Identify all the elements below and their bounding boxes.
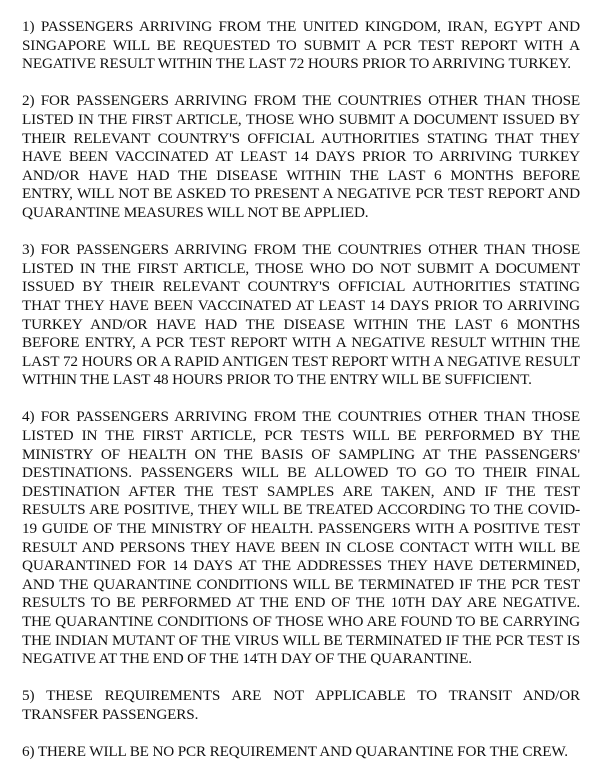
paragraph-5-transit-exemption: 5) THESE REQUIREMENTS ARE NOT APPLICABLE TO TRANSIT AND/OR TRANSFER PASSENGERS. bbox=[22, 687, 580, 723]
paragraph-6-crew-exemption: 6) THERE WILL BE NO PCR REQUIREMENT AND QUARANTINE FOR THE CREW. bbox=[22, 743, 568, 761]
paragraph-3-unvaccinated-passengers: 3) FOR PASSENGERS ARRIVING FROM THE COUNTRIES OTHER THAN THOSE LISTED IN THE FIRST ARTICLE, THOSE WHO DO NOT SUBMIT A DOCUMENT ISSUED BY THEIR RELEVANT COUNTRY'S OFFICIAL AUTHORITIES STATING THAT THEY HAVE BEEN VACCINATED AT LEAST 14 DAYS PRIOR TO ARRIVING TURKEY AND/OR HAVE HAD THE DISEASE WITHIN THE LAST 6 MONTHS BEFORE ENTRY, A PCR TEST REPORT WITH A NEGATIVE RESULT WITHIN THE LAST 72 HOURS OR A RAPID ANTIGEN TEST REPORT WITH A NEGATIVE RESULT WITHIN THE LAST 48 HOURS PRIOR TO THE ENTRY WILL BE SUFFICIENT. bbox=[22, 241, 580, 389]
document-body bbox=[22, 18, 580, 762]
paragraph-2-vaccinated-passengers: 2) FOR PASSENGERS ARRIVING FROM THE COUNTRIES OTHER THAN THOSE LISTED IN THE FIRST ARTICLE, THOSE WHO SUBMIT A DOCUMENT ISSUED BY THEIR RELEVANT COUNTRY'S OFFICIAL AUTHORITIES STATING THAT THEY HAVE BEEN VACCINATED AT LEAST 14 DAYS PRIOR TO ARRIVING TURKEY AND/OR HAVE HAD THE DISEASE WITHIN THE LAST 6 MONTHS BEFORE ENTRY, WILL NOT BE ASKED TO PRESENT A NEGATIVE PCR TEST REPORT AND QUARANTINE MEASURES WILL NOT BE APPLIED. bbox=[22, 92, 580, 221]
paragraph-1-passengers-uk-iran-egypt-singapore: 1) PASSENGERS ARRIVING FROM THE UNITED KINGDOM, IRAN, EGYPT AND SINGAPORE WILL BE REQUESTED TO SUBMIT A PCR TEST REPORT WITH A NEGATIVE RESULT WITHIN THE LAST 72 HOURS PRIOR TO ARRIVING TURKEY. bbox=[22, 18, 580, 73]
paragraph-4-pcr-sampling-quarantine: 4) FOR PASSENGERS ARRIVING FROM THE COUNTRIES OTHER THAN THOSE LISTED IN THE FIRST ARTICLE, PCR TESTS WILL BE PERFORMED BY THE MINISTRY OF HEALTH ON THE BASIS OF SAMPLING AT THE PASSENGERS' DESTINATIONS. PASSENGERS WILL BE ALLOWED TO GO TO THEIR FINAL DESTINATION AFTER THE TEST SAMPLES ARE TAKEN, AND IF THE TEST RESULTS ARE POSITIVE, THEY WILL BE TREATED ACCORDING TO THE COVID-19 GUIDE OF THE MINISTRY OF HEALTH. PASSENGERS WITH A POSITIVE TEST RESULT AND PERSONS THEY HAVE BEEN IN CLOSE CONTACT WITH WILL BE QUARANTINED FOR 14 DAYS AT THE ADDRESSES THEY HAVE DETERMINED, AND THE QUARANTINE CONDITIONS WILL BE TERMINATED IF THE PCR TEST RESULTS TO BE PERFORMED AT THE END OF THE 10TH DAY ARE NEGATIVE. THE QUARANTINE CONDITIONS OF THOSE WHO ARE FOUND TO BE CARRYING THE INDIAN MUTANT OF THE VIRUS WILL BE TERMINATED IF THE PCR TEST IS NEGATIVE AT THE END OF THE 14TH DAY OF THE QUARANTINE. bbox=[22, 408, 580, 668]
